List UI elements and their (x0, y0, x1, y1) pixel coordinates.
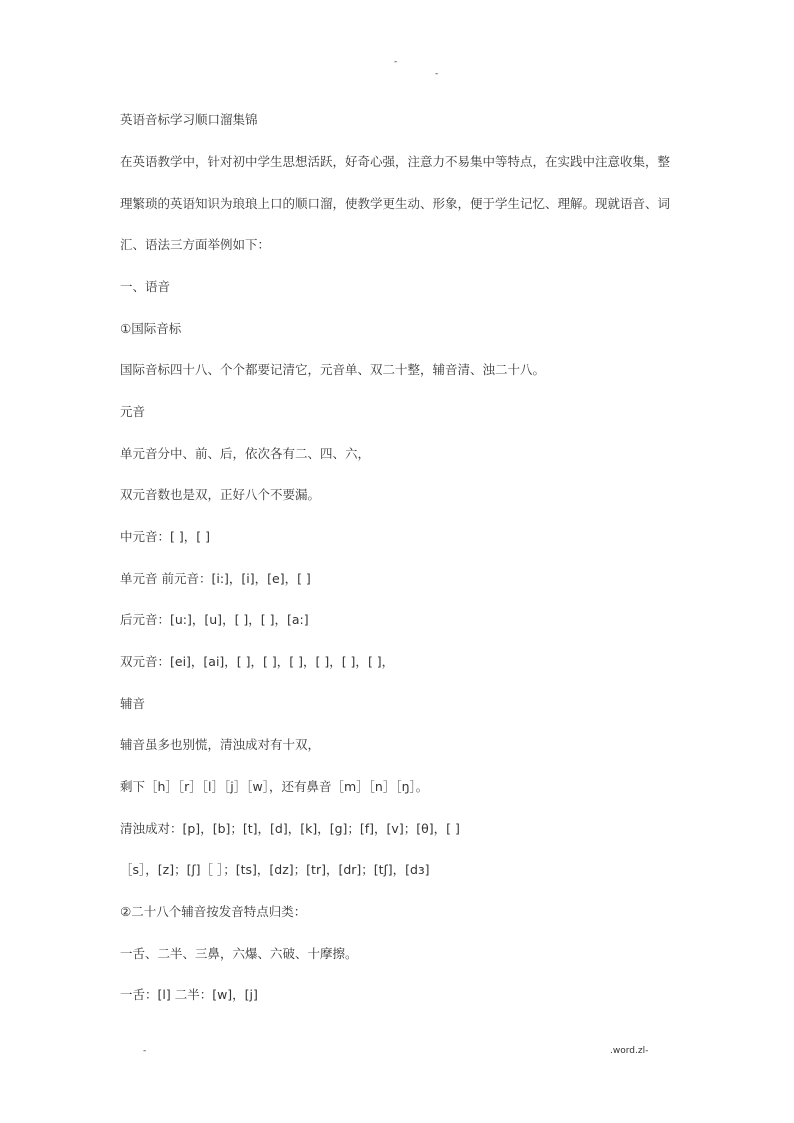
footer-mark: - (143, 1046, 147, 1056)
consonants-heading: 辅音 (120, 696, 146, 711)
vowels-heading: 元音 (120, 404, 146, 419)
ipa-rhyme: 国际音标四十八、个个都要记清它，元音单、双二十整，辅音清、浊二十八。 (120, 362, 546, 377)
classification-rhyme: 一舌、二半、三鼻，六爆、六破、十摩擦。 (120, 946, 358, 961)
consonants-rhyme-line: 辅音虽多也别慌，清浊成对有十双， (120, 737, 321, 752)
header-mark: - (394, 57, 398, 67)
consonant-class-line: 一舌：[l] 二半：[w]，[j] (120, 987, 258, 1002)
front-vowels: 单元音 前元音：[i:]，[i]，[e]，[ ] (120, 571, 311, 586)
subsection-heading: ①国际音标 (120, 321, 182, 336)
intro-paragraph-line: 在英语教学中，针对初中学生思想活跃，好奇心强，注意力不易集中等特点，在实践中注意收集，整 (120, 154, 671, 169)
vowels-rhyme-line: 单元音分中、前、后，依次各有二、四、六， (120, 446, 371, 461)
diphthongs: 双元音：[ei]，[ai]，[ ]，[ ]，[ ]，[ ]，[ ]，[ ]， (120, 654, 395, 669)
header-mark: - (435, 69, 439, 79)
document-title: 英语音标学习顺口溜集锦 (120, 112, 258, 127)
voiced-pairs-line: 清浊成对：[p]，[b]；[t]，[d]，[k]，[g]；[f]，[v]；[θ]，[ ] (120, 821, 460, 836)
intro-paragraph-line: 汇、语法三方面举例如下： (120, 237, 271, 252)
voiced-pairs-line: ［s］，[z]；[ʃ]［ ］；[ts]，[dz]；[tr]，[dr]；[tʃ]，[dз] (120, 862, 430, 877)
vowels-rhyme-line: 双元音数也是双，正好八个不要漏。 (120, 487, 321, 502)
footer-text: .word.zl- (610, 1046, 649, 1056)
consonants-rhyme-line: 剩下［h］［r］［l］［j］［w］，还有鼻音［m］［n］［ŋ］。 (120, 779, 429, 794)
central-vowels: 中元音：[ ]，[ ] (120, 529, 210, 544)
back-vowels: 后元音：[u:]，[u]，[ ]，[ ]，[a:] (120, 612, 309, 627)
subsection-heading: ②二十八个辅音按发音特点归类： (120, 904, 307, 919)
section-heading: 一、语音 (120, 279, 171, 294)
intro-paragraph-line: 理繁琐的英语知识为琅琅上口的顺口溜，使教学更生动、形象，便于学生记忆、理解。现就语音、词 (120, 196, 671, 211)
